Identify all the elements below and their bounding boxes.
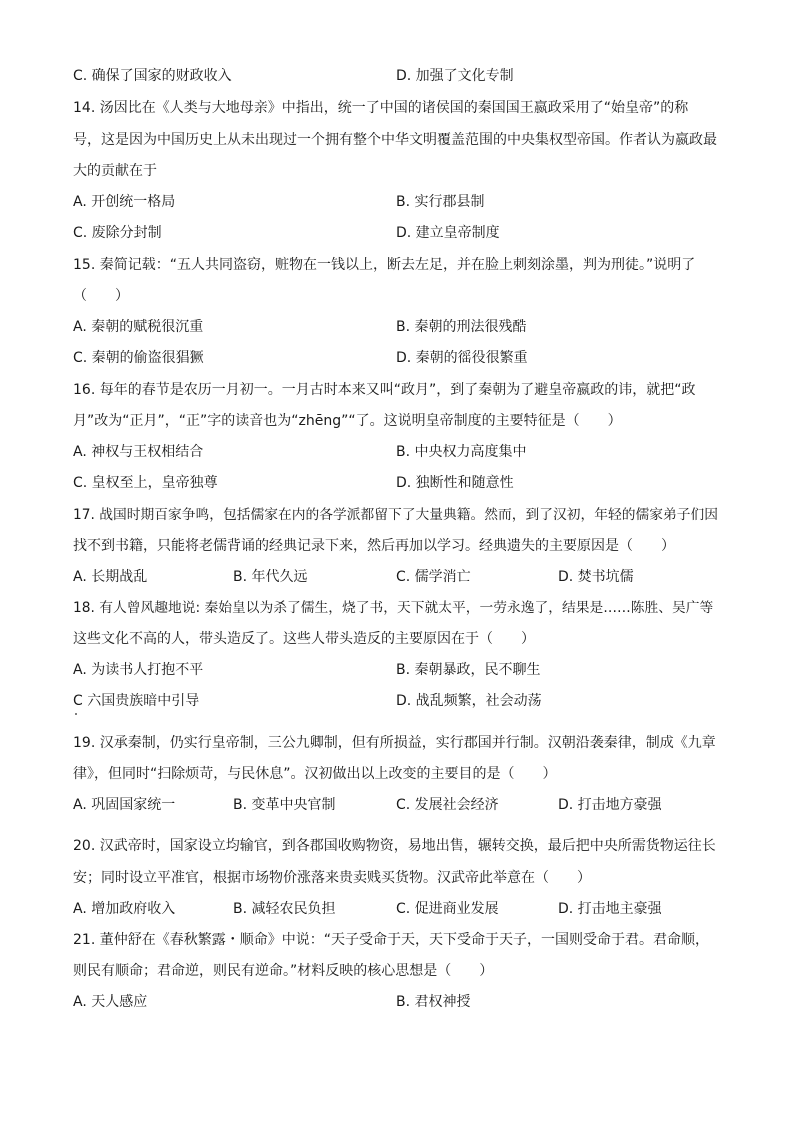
q20-option-c: C. 促进商业发展 — [396, 901, 499, 917]
q16-option-c: C. 皇权至上，皇帝独尊 — [73, 475, 218, 491]
q21-option-b: B. 君权神授 — [396, 994, 471, 1010]
q17-stem-line-1: 17. 战国时期百家争鸣，包括儒家在内的各学派都留下了大量典籍。然而，到了汉初，年轻的儒家弟子们因 — [73, 507, 718, 523]
q19-stem-line-1: 19. 汉承秦制，仍实行皇帝制，三公九卿制，但有所损益，实行郡国并行制。汉朝沿袭秦律，制成《九章 — [73, 735, 716, 751]
q17-option-d: D. 焚书坑儒 — [558, 569, 634, 585]
q14-option-b: B. 实行郡县制 — [396, 194, 485, 210]
q20-stem-line-2: 安；同时设立平准官，根据市场物价涨落来贵卖贱买货物。汉武帝此举意在（ ） — [73, 870, 591, 886]
q16-option-a: A. 神权与王权相结合 — [73, 444, 204, 460]
q20-option-d: D. 打击地主豪强 — [558, 901, 662, 917]
q18-option-b: B. 秦朝暴政，民不聊生 — [396, 662, 541, 678]
q21-stem-line-2: 则民有顺命；君命逆，则民有逆命。”材料反映的核心思想是（ ） — [73, 963, 494, 979]
q20-stem-line-1: 20. 汉武帝时，国家设立均输官，到各郡国收购物资，易地出售，辗转交换，最后把中央所需货物运往长 — [73, 838, 716, 854]
q13-option-c: C. 确保了国家的财政收入 — [73, 68, 232, 84]
q17-option-c: C. 儒学消亡 — [396, 569, 471, 585]
q18-option-d: D. 战乱频繁，社会动荡 — [396, 693, 542, 709]
q16-stem-line-1: 16. 每年的春节是农历一月初一。一月古时本来又叫“政月”，到了秦朝为了避皇帝嬴政的讳，就把“政 — [73, 382, 696, 398]
q14-stem-line-2: 号，这是因为中国历史上从未出现过一个拥有整个中华文明覆盖范围的中央集权型帝国。作者认为嬴政最 — [73, 132, 717, 148]
q16-option-d: D. 独断性和随意性 — [396, 475, 514, 491]
q17-stem-line-2: 找不到书籍，只能将老儒背诵的经典记录下来，然后再加以学习。经典遗失的主要原因是（ ） — [73, 538, 675, 554]
q15-option-a: A. 秦朝的赋税很沉重 — [73, 319, 204, 335]
q15-option-b: B. 秦朝的刑法很残酷 — [396, 319, 527, 335]
q19-stem-line-2: 律》，但同时“扫除烦苛，与民休息”。汉初做出以上改变的主要目的是（ ） — [73, 766, 557, 782]
q15-stem-line-2: （ ） — [73, 288, 129, 304]
q16-stem-line-2: 月”改为“正月”，“正”字的读音也为“zhēng”“了。这说明皇帝制度的主要特征是（ ） — [73, 413, 622, 429]
q14-stem-line-1: 14. 汤因比在《人类与大地母亲》中指出，统一了中国的诸侯国的秦国国王嬴政采用了“始皇帝”的称 — [73, 100, 689, 116]
q19-option-c: C. 发展社会经济 — [396, 797, 499, 813]
q18-option-a: A. 为读书人打抱不平 — [73, 662, 204, 678]
q20-option-b: B. 减轻农民负担 — [233, 901, 336, 917]
q18-stem-line-1: 18. 有人曾风趣地说: 秦始皇以为杀了儒生，烧了书，天下就太平，一劳永逸了，结果是……陈胜、吴广等 — [73, 600, 714, 616]
q16-option-b: B. 中央权力高度集中 — [396, 444, 527, 460]
q18-stem-line-2: 这些文化不高的人，带头造反了。这些人带头造反的主要原因在于（ ） — [73, 631, 535, 647]
q15-stem-line-1: 15. 秦简记载：“五人共同盗窃，赃物在一钱以上，断去左足，并在脸上刺刻涂墨，判为刑徒。”说明了 — [73, 257, 696, 273]
q14-option-c: C. 废除分封制 — [73, 225, 162, 241]
q21-stem-line-1: 21. 董仲舒在《春秋繁露・顺命》中说：“天子受命于天，天下受命于天子，一国则受命于君。君命顺， — [73, 932, 709, 948]
q19-option-b: B. 变革中央官制 — [233, 797, 336, 813]
q13-option-d: D. 加强了文化专制 — [396, 68, 514, 84]
q14-option-a: A. 开创统一格局 — [73, 194, 176, 210]
q19-option-d: D. 打击地方豪强 — [558, 797, 662, 813]
q15-option-d: D. 秦朝的徭役很繁重 — [396, 350, 528, 366]
q14-option-d: D. 建立皇帝制度 — [396, 225, 500, 241]
q17-option-b: B. 年代久远 — [233, 569, 308, 585]
q19-option-a: A. 巩固国家统一 — [73, 797, 176, 813]
q21-option-a: A. 天人感应 — [73, 994, 148, 1010]
q20-option-a: A. 增加政府收入 — [73, 901, 176, 917]
q17-option-a: A. 长期战乱 — [73, 569, 148, 585]
q15-option-c: C. 秦朝的偷盗很猖獗 — [73, 350, 204, 366]
q14-stem-line-3: 大的贡献在于 — [73, 163, 157, 179]
q18-option-c: C 六国贵族暗中引导 — [73, 693, 200, 709]
stray-dot-mark — [75, 713, 77, 715]
